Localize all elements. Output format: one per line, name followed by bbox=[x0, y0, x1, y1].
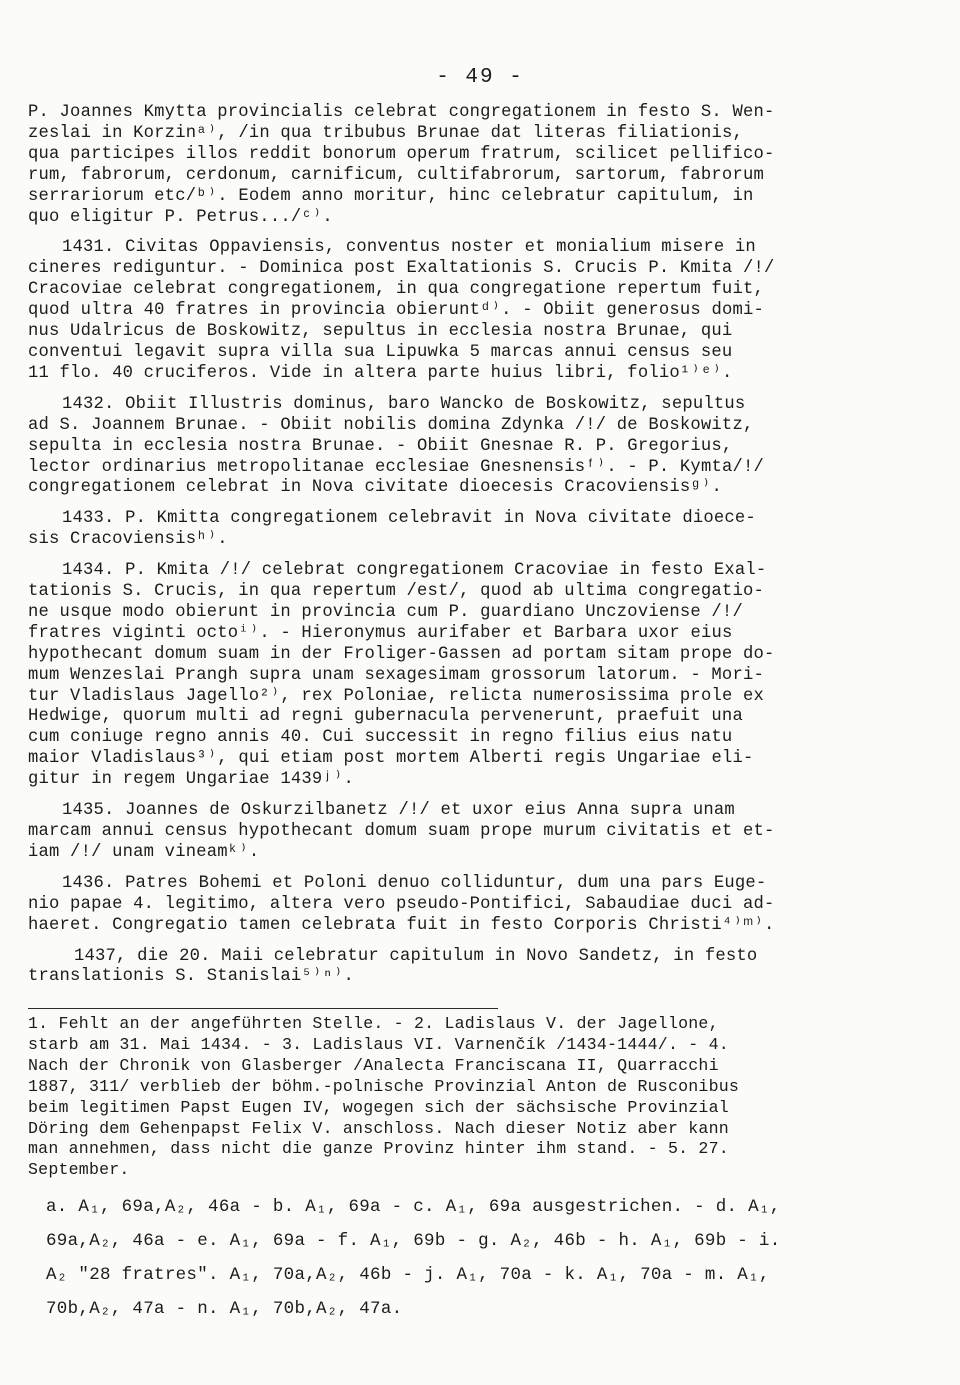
text-line: zeslai in Korzinᵃ⁾, /in qua tribubus Brunae dat literas filiationis, bbox=[28, 123, 743, 143]
text-line: 1436. Patres Bohemi et Poloni denuo colliduntur, dum una pars Euge- bbox=[62, 873, 767, 893]
footnote-line: Nach der Chronik von Glasberger /Analecta Franciscana II, Quarracchi bbox=[28, 1055, 719, 1075]
text-line: qua participes illos reddit bonorum operum fratrum, scilicet pellifico- bbox=[28, 144, 775, 164]
paragraph-1437 bbox=[28, 947, 938, 989]
page-number: - 49 - bbox=[436, 66, 524, 89]
text-line: congregationem celebrat in Nova civitate dioecesis Cracoviensisᵍ⁾. bbox=[28, 478, 722, 498]
apparatus-line: a. A₁, 69a,A₂, 46a - b. A₁, 69a - c. A₁, 69a ausgestrichen. - d. A₁, bbox=[46, 1197, 781, 1217]
apparatus-line: 70b,A₂, 47a - n. A₁, 70b,A₂, 47a. bbox=[46, 1299, 403, 1319]
critical-apparatus bbox=[46, 1190, 936, 1326]
text-line: sis Cracoviensisʰ⁾. bbox=[28, 530, 228, 550]
text-line: nus Udalricus de Boskowitz, sepultus in ecclesia nostra Brunae, qui bbox=[28, 322, 733, 342]
text-line: rum, fabrorum, cerdonum, carnificum, cultifabrorum, sartorum, fabrorum bbox=[28, 165, 764, 185]
main-text bbox=[28, 103, 938, 998]
paragraph-intro bbox=[28, 103, 938, 228]
paragraph-1435 bbox=[28, 801, 938, 864]
paragraph-1434 bbox=[28, 561, 938, 791]
footnote-line: Döring dem Gehenpapst Felix V. anschloss. Nach dieser Notiz aber kann bbox=[28, 1118, 729, 1138]
text-line: 1435. Joannes de Oskurzilbanetz /!/ et uxor eius Anna supra unam bbox=[62, 801, 735, 821]
footnotes bbox=[28, 1014, 938, 1181]
text-line: Cracoviae celebrat congregationem, in qua congregatione repertum fuit, bbox=[28, 280, 764, 300]
text-line: marcam annui census hypothecant domum suam prope murum civitatis et et- bbox=[28, 822, 775, 841]
text-line: quo eligitur P. Petrus.../ᶜ⁾. bbox=[28, 207, 333, 227]
footnote-line: beim legitimen Papst Eugen IV, wogegen sich der sächsische Provinzial bbox=[28, 1097, 729, 1117]
text-line: translationis S. Stanislai⁵⁾ⁿ⁾. bbox=[28, 967, 355, 987]
text-line: 1437, die 20. Maii celebratur capitulum in Novo Sandetz, in festo bbox=[74, 946, 758, 966]
text-line: 1433. P. Kmitta congregationem celebravit in Nova civitate dioece- bbox=[62, 509, 756, 529]
text-line: cineres rediguntur. - Dominica post Exaltationis S. Crucis P. Kmita /!/ bbox=[28, 259, 775, 279]
apparatus-line: 69a,A₂, 46a - e. A₁, 69a - f. A₁, 69b - g. A₂, 46b - h. A₁, 69b - i. bbox=[46, 1231, 781, 1251]
text-line: fratres viginti octoⁱ⁾. - Hieronymus aurifaber et Barbara uxor eius bbox=[28, 623, 733, 643]
paragraph-1433 bbox=[28, 509, 938, 551]
paragraph-1432 bbox=[28, 395, 938, 500]
text-line: ad S. Joannem Brunae. - Obiit nobilis domina Zdynka /!/ de Boskowitz, bbox=[28, 415, 754, 435]
footnote-line: September. bbox=[28, 1160, 130, 1180]
text-line: gitur in regem Ungariae 1439ʲ⁾. bbox=[28, 770, 354, 790]
text-line: hypothecant domum suam in der Froliger-Gassen ad portam sitam prope do- bbox=[28, 644, 775, 664]
apparatus-line: A₂ "28 fratres". A₁, 70a,A₂, 46b - j. A₁, 70a - k. A₁, 70a - m. A₁, bbox=[46, 1265, 770, 1285]
text-line: cum coniuge regno annis 40. Cui successit in regno filius eius natu bbox=[28, 728, 733, 748]
text-line: 11 flo. 40 cruciferos. Vide in altera parte huius libri, folio¹⁾ᵉ⁾. bbox=[28, 363, 733, 383]
text-line: tur Vladislaus Jagello²⁾, rex Poloniae, relicta numerosissima prole ex bbox=[28, 686, 765, 706]
text-line: iam /!/ unam vineamᵏ⁾. bbox=[28, 842, 260, 862]
footnote-line: 1887, 311/ verblieb der böhm.-polnische Provinzial Anton de Rusconibus bbox=[28, 1076, 740, 1096]
text-line: ne usque modo obierunt in provincia cum P. guardiano Unczoviense /!/ bbox=[28, 602, 743, 622]
text-line: 1432. Obiit Illustris dominus, baro Wancko de Boskowitz, sepultus bbox=[62, 394, 746, 414]
text-line: Hedwige, quorum multi ad regni gubernacula pervenerunt, praefuit una bbox=[28, 707, 743, 727]
text-line: 1431. Civitas Oppaviensis, conventus noster et monialium misere in bbox=[62, 238, 756, 258]
footnote-line: man annehmen, dass nicht die ganze Provinz hinter ihm stand. - 5. 27. bbox=[28, 1139, 729, 1159]
footnote-separator bbox=[28, 1008, 498, 1009]
text-line: conventui legavit supra villa sua Lipuwka 5 marcas annui census seu bbox=[28, 342, 733, 362]
paragraph-1431 bbox=[28, 238, 938, 384]
text-line: P. Joannes Kmytta provincialis celebrat congregationem in festo S. Wen- bbox=[28, 103, 775, 122]
text-line: quod ultra 40 fratres in provincia obieruntᵈ⁾. - Obiit generosus domi- bbox=[28, 301, 765, 321]
text-line: tationis S. Crucis, in qua repertum /est/, quod ab ultima congregatio- bbox=[28, 582, 764, 602]
text-line: serrariorum etc/ᵇ⁾. Eodem anno moritur, hinc celebratur capitulum, in bbox=[28, 186, 754, 206]
footnote-line: starb am 31. Mai 1434. - 3. Ladislaus VI. Varnenčík /1434-1444/. - 4. bbox=[28, 1034, 729, 1054]
footnote-line: 1. Fehlt an der angeführten Stelle. - 2. Ladislaus V. der Jagellone, bbox=[28, 1014, 719, 1033]
text-line: haeret. Congregatio tamen celebrata fuit in festo Corporis Christi⁴⁾ᵐ⁾. bbox=[28, 915, 775, 935]
text-line: mum Wenzeslai Prangh supra unam sexagesimam grossorum latorum. - Mori- bbox=[28, 665, 764, 685]
text-line: nio papae 4. legitimo, altera vero pseudo-Pontifici, Sabaudiae duci ad- bbox=[28, 894, 775, 914]
text-line: maior Vladislaus³⁾, qui etiam post mortem Alberti regis Ungariae eli- bbox=[28, 749, 754, 769]
paragraph-1436 bbox=[28, 874, 938, 937]
text-line: 1434. P. Kmita /!/ celebrat congregationem Cracoviae in festo Exal- bbox=[62, 561, 767, 581]
text-line: sepulta in ecclesia nostra Brunae. - Obiit Gnesnae R. P. Gregorius, bbox=[28, 436, 733, 456]
text-line: lector ordinarius metropolitanae ecclesiae Gnesnensisᶠ⁾. - P. Kymta/!/ bbox=[28, 457, 765, 477]
